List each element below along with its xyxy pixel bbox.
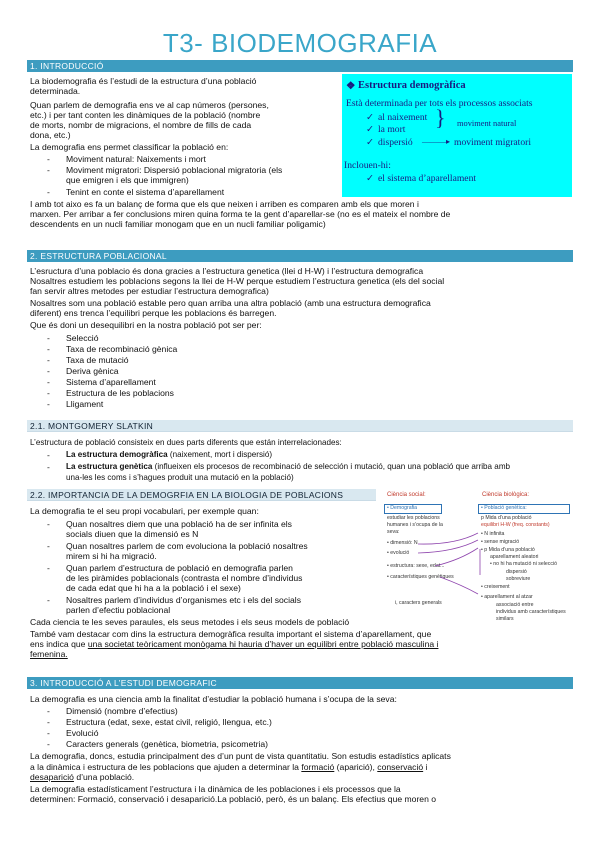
- list-dash: -: [47, 154, 50, 164]
- list-item: Moviment migratori: Dispersió poblacional migratoria (els: [66, 165, 283, 175]
- paragraph: L’esructura d’una poblacio és dona gracies a l’estructura genetica (llei d H-W) i l’estructura demografica: [30, 266, 424, 276]
- diagram-label: similars: [496, 616, 514, 622]
- paragraph: determinen: Formació, conservació i desaparició.La població, però, és un balanç. Els efectius que moren o: [30, 794, 437, 804]
- diagram-label: • sense migració: [481, 539, 520, 545]
- diagram-label: • p Mida d’una població: [481, 547, 535, 553]
- check-icon: ✓: [366, 124, 375, 135]
- list-item: parlen d’efectiu poblacional: [66, 605, 171, 615]
- list-item: Taxa de mutació: [66, 355, 129, 365]
- box-item: al naixement: [378, 112, 428, 123]
- bold-term: La estructura demogràfica: [66, 450, 168, 459]
- text: a la dinàmica i estructura de les poblacions que ajuden a determinar la: [30, 762, 302, 772]
- list-item: que emigren i els que immigren): [66, 175, 189, 185]
- bold-term: La estructura genètica: [66, 462, 153, 471]
- paragraph: [30, 762, 427, 772]
- check-icon: ✓: [366, 137, 375, 148]
- list-item: Quan nosaltres parlem de com evoluciona la població nosaltres: [66, 541, 308, 551]
- paragraph: I amb tot aixo es fa un balanç de forma que els que neixen i arriben es comparen amb els que moren i: [30, 199, 419, 209]
- paragraph: L’estructura de població consisteix en dues parts diferents que están interrelacionades:: [30, 438, 342, 447]
- list-item: Taxa de recombinació gènica: [66, 344, 178, 354]
- brace-icon: }: [435, 105, 446, 130]
- paragraph: dona, etc.): [30, 130, 71, 140]
- list-dash: -: [47, 450, 50, 460]
- section-heading-introduccio: 1. INTRODUCCIÓ: [27, 60, 573, 72]
- diagram-label: seva:: [387, 529, 400, 535]
- list-dash: -: [47, 377, 50, 387]
- section-heading-importancia: 2.2. IMPORTANCIA DE LA DEMOGRFIA EN LA BIOLOGIA DE POBLACIONS: [27, 489, 376, 501]
- list-item: una-les les coms i s’hagues produit una mutació en la població): [66, 473, 294, 482]
- diagram-right-title: Ciència biològica:: [482, 492, 530, 498]
- paragraph: La demografia te el seu propi vocabulari, per exemple quan:: [30, 506, 259, 516]
- paragraph: [30, 772, 134, 782]
- diagram-label: individus amb característiques: [496, 609, 566, 615]
- paragraph: determinada.: [30, 86, 81, 96]
- list-item: Tenint en conte el sistema d’aparellament: [66, 187, 225, 197]
- list-item: Selecció: [66, 333, 99, 343]
- list-item: socials diuen que la dimensió es N: [66, 529, 199, 539]
- diagram-label: • estructura: sexe, edat...: [387, 563, 445, 569]
- box-title: Estructura demogràfica: [358, 80, 466, 91]
- arrow-icon: ———▸: [422, 137, 451, 146]
- text: (aparició),: [334, 762, 378, 772]
- box-item: el sistema d’aparellament: [378, 173, 477, 184]
- page-title: T3- BIODEMOGRAFIA: [162, 28, 438, 58]
- diagram-label: • evolució: [387, 550, 410, 556]
- paragraph: fan servir altres metodes per estudiar l’estructura demografica): [30, 286, 269, 296]
- diagram-label: • aparellament al atzar: [481, 594, 533, 600]
- list-dash: -: [47, 187, 50, 197]
- list-item: mirem si hi ha migració.: [66, 551, 157, 561]
- paragraph: La biodemografia és l’estudi de la estructura d’una població: [30, 76, 257, 86]
- list-item: Deriva gènica: [66, 366, 119, 376]
- box-line: Està determinada per tots els processos associats: [346, 98, 533, 109]
- diagram-label: dispersió: [506, 569, 527, 575]
- paragraph: La demografia estadísticament l’estructura i la dinàmica de les poblaciones i els processos que la: [30, 784, 401, 794]
- underlined-text: femenina.: [30, 649, 68, 659]
- paragraph: de morts, nombr de migracions, el nombre de fills de cada: [30, 120, 252, 130]
- list-item: de cada edat que hi ha a la població i el sexe): [66, 583, 241, 593]
- list-dash: -: [47, 165, 50, 175]
- list-dash: -: [47, 344, 50, 354]
- list-item: Sistema d’aparellament: [66, 377, 156, 387]
- diagram-label: associació entre: [496, 602, 534, 608]
- list-dash: -: [47, 595, 50, 605]
- connector-line: [440, 577, 478, 594]
- underlined-text: formació: [301, 762, 335, 772]
- list-item-text: (naixement, mort i dispersió): [167, 450, 273, 459]
- diagram-label: • N infinita: [481, 531, 505, 537]
- list-dash: -: [47, 706, 50, 716]
- list-dash: -: [47, 366, 50, 376]
- paragraph: Que és doni un desequilibri en la nostra població pot ser per:: [30, 320, 262, 330]
- list-dash: -: [47, 519, 50, 529]
- list-dash: -: [47, 355, 50, 365]
- box-arrow-label: moviment natural: [457, 119, 517, 128]
- section-heading-slatkin: 2.1. MONTGOMERY SLATKIN: [27, 420, 573, 432]
- diagram-label: p Mida d’una població: [481, 515, 532, 521]
- diagram-label: humanes i s’ocupa de la: [387, 522, 443, 528]
- paragraph: Nosaltres som una població estable pero quan arriba una altra població (amb una estructura demografica: [30, 298, 431, 308]
- list-item: Dimensió (nombre d’efectius): [66, 706, 178, 716]
- paragraph: La demografia, doncs, estudia principalment des d’un punt de vista quantitatiu. Son estudis estadístics aplicats: [30, 751, 451, 761]
- list-item: Quan nosaltres diem que una població ha de ser infinita els: [66, 519, 292, 529]
- section-heading-estructura: 2. ESTRUCTURA POBLACIONAL: [27, 250, 573, 262]
- list-item: Estructura (edat, sexe, estat civil, religió, llengua, etc.): [66, 717, 272, 727]
- diagram-label: aparellament aleatori: [490, 554, 539, 560]
- list-dash: -: [47, 739, 50, 749]
- list-dash: -: [47, 462, 50, 472]
- paragraph: diferent) ens trenca l’equilibri perque les poblacions és barregen.: [30, 308, 277, 318]
- list-item: Estructura de les poblacions: [66, 388, 174, 398]
- underlined-text: conservació: [377, 762, 424, 772]
- list-item: Caracters generals (genètica, biometria, psicometria): [66, 739, 269, 749]
- diamond-icon: ❖: [346, 81, 356, 92]
- paragraph: La demografia ens permet classificar la població en:: [30, 142, 229, 152]
- list-item: de les piràmides poblacionals (contrasta el nombre d’individus: [66, 573, 303, 583]
- diagram-left-title: Ciència social:: [387, 492, 426, 498]
- paragraph: Quan parlem de demografia ens ve al cap números (persones,: [30, 100, 269, 110]
- diagram-label: estudiar les poblacions: [387, 515, 440, 521]
- diagram-label: • Població genètica:: [481, 505, 527, 511]
- box-line: Inclouen-hi:: [344, 160, 391, 171]
- text: ens indica que: [30, 639, 88, 649]
- section-heading-estudi-demografic: 3. INTRODUCCIÓ A L’ESTUDI DEMOGRAFIC: [27, 677, 573, 689]
- text: i: [423, 762, 428, 772]
- paragraph: També vam destacar com dins la estructura demogràfica resulta important el sistema d’aparellament, que: [30, 629, 432, 639]
- paragraph: La demografia es una ciencia amb la finalitat d’estudiar la població humana i s’ocupa de la seva:: [30, 694, 397, 704]
- list-dash: -: [47, 388, 50, 398]
- list-item-text: (influeixen els procesos de recombinació de selección i mutació, quan una població que arriba amb: [152, 462, 511, 471]
- diagram-label: • no hi ha mutació ni selecció: [490, 561, 557, 567]
- box-item: dispersió: [378, 137, 413, 148]
- box-item: la mort: [378, 124, 406, 135]
- diagram-label: • creixement: [481, 584, 510, 590]
- underlined-text: desaparició: [30, 772, 74, 782]
- paragraph: descendents en un nucli familiar monogam que en un nucli familiar poligamic): [30, 219, 326, 229]
- list-item: Quan parlem d’estructura de població en demografia parlen: [66, 563, 293, 573]
- paragraph: etc.) i per tant conten les dinàmiques de la població (nombre: [30, 110, 261, 120]
- box-arrow-label: moviment migratori: [454, 137, 532, 148]
- list-item: Evolució: [66, 728, 99, 738]
- diagram-label: • dimensió: N: [387, 540, 418, 546]
- list-dash: -: [47, 728, 50, 738]
- list-dash: -: [47, 399, 50, 409]
- paragraph: marxen. Per arribar a fer conclusions miren quina forma te la gent d’aparellar-se (no es el mateix el nombre de: [30, 209, 451, 219]
- list-dash: -: [47, 333, 50, 343]
- diagram-label: i, caracters generals: [395, 600, 442, 606]
- list-dash: -: [47, 563, 50, 573]
- check-icon: ✓: [366, 173, 375, 184]
- check-icon: ✓: [366, 112, 375, 123]
- diagram-label: sobreviure: [506, 576, 531, 582]
- paragraph: Nosaltres estudiem les poblacions segons la llei de H-W perque estudiem l’estructura genetica (els del social: [30, 276, 445, 286]
- diagram-label: • Demografia: [387, 505, 418, 511]
- paragraph: Cada ciencia te les seves paraules, els seus metodes i els seus models de població: [30, 617, 350, 627]
- underlined-text: una societat teòricament monògama hi hauria d’haver un equilibri entre població masculina i: [87, 639, 439, 649]
- connector-line: [418, 533, 478, 544]
- diagram-label: • característiques genètiques: [387, 574, 454, 580]
- list-item: Nosaltres parlem d’individus d’organismes etc i els del socials: [66, 595, 301, 605]
- list-item: Moviment natural: Naixements i mort: [66, 154, 206, 164]
- list-item: Lligament: [66, 399, 104, 409]
- diagram-label: equilibri H-W (freq. constants): [481, 522, 550, 528]
- list-dash: -: [47, 541, 50, 551]
- list-dash: -: [47, 717, 50, 727]
- text: d’una població.: [73, 772, 135, 782]
